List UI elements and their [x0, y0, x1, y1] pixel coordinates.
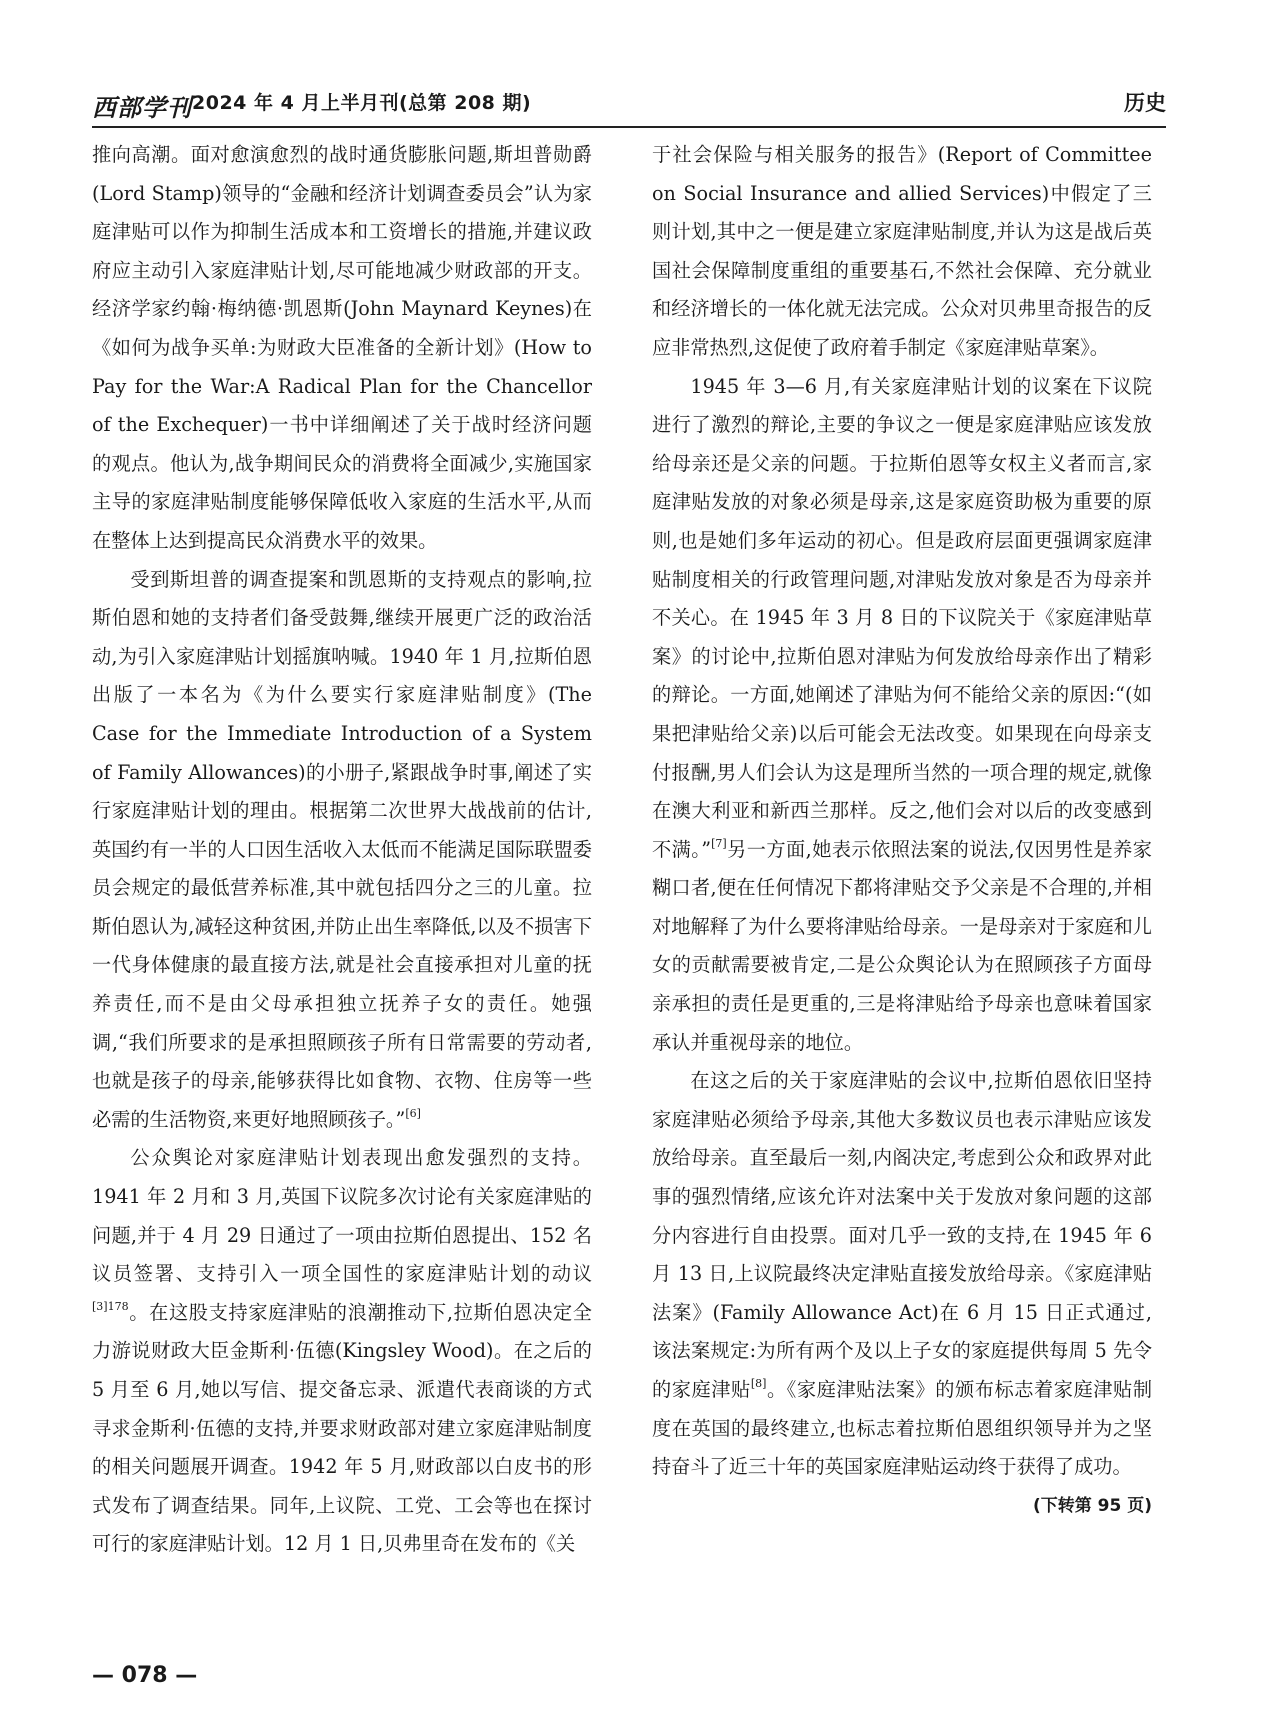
- issue-info: 2024 年 4 月上半月刊(总第 208 期): [192, 92, 532, 114]
- paragraph: 受到斯坦普的调查提案和凯恩斯的支持观点的影响,拉斯伯恩和她的支持者们备受鼓舞,继续开展更广泛的政治活动,为引入家庭津贴计划摇旗呐喊。1940 年 1 月,拉斯伯恩出版了一本名为《为什么要实行家庭津贴制度》(The Case for the Immediate Introduction of a System of Family Allowances)的小册子,紧跟战争时事,阐述了实行家庭津贴计划的理由。根据第二次世界大战战前的估计,英国约有一半的人口因生活收入太低而不能满足国际联盟委员会规定的最低营养标准,其中就包括四分之三的儿童。拉斯伯恩认为,减轻这种贫困,并防止出生率降低,以及不损害下一代身体健康的最直接方法,就是社会直接承担对儿童的抚养责任,而不是由父母承担独立抚养子女的责任。她强调,“我们所要求的是承担照顾孩子所有日常需要的劳动者,也就是孩子的母亲,能够获得比如食物、衣物、住房等一些必需的生活物资,来更好地照顾孩子。”[6]: [92, 567, 592, 1131]
- page-header: [92, 82, 1166, 126]
- paragraph: 于社会保险与相关服务的报告》(Report of Committee on Social Insurance and allied Services)中假定了三则计划,其中之一便是建立家庭津贴制度,并认为这是战后英国社会保障制度重组的重要基石,不然社会保障、充分就业和经济增长的一体化就无法完成。公众对贝弗里奇报告的反应非常热烈,这促使了政府着手制定《家庭津贴草案》。: [652, 143, 1152, 359]
- citation: [8]: [750, 1377, 767, 1391]
- citation: [7]: [711, 836, 727, 850]
- header-rule: [92, 126, 1166, 128]
- continuation-note: (下转第 95 页): [1032, 1495, 1152, 1516]
- paragraph: 推向高潮。面对愈演愈烈的战时通货膨胀问题,斯坦普勋爵(Lord Stamp)领导的“金融和经济计划调查委员会”认为家庭津贴可以作为抑制生活成本和工资增长的措施,并建议政府应主动引入家庭津贴计划,尽可能地减少财政部的开支。经济学家约翰·梅纳德·凯恩斯(John Maynard Keynes)在《如何为战争买单:为财政大臣准备的全新计划》(How to Pay for the War:A Radical Plan for the Chancellor of the Exchequer)一书中详细阐述了关于战时经济问题的观点。他认为,战争期间民众的消费将全面减少,实施国家主导的家庭津贴制度能够保障低收入家庭的生活水平,从而在整体上达到提高民众消费水平的效果。: [92, 143, 592, 552]
- journal-logo: 西部学刊: [92, 93, 192, 122]
- paragraph: 1945 年 3—6 月,有关家庭津贴计划的议案在下议院进行了激烈的辩论,主要的争议之一便是家庭津贴应该发放给母亲还是父亲的问题。于拉斯伯恩等女权主义者而言,家庭津贴发放的对象必须是母亲,这是家庭资助极为重要的原则,也是她们多年运动的初心。但是政府层面更强调家庭津贴制度相关的行政管理问题,对津贴发放对象是否为母亲并不关心。在 1945 年 3 月 8 日的下议院关于《家庭津贴草案》的讨论中,拉斯伯恩对津贴为何发放给母亲作出了精彩的辩论。一方面,她阐述了津贴为何不能给父亲的原因:“(如果把津贴给父亲)以后可能会无法改变。如果现在向母亲支付报酬,男人们会认为这是理所当然的一项合理的规定,就像在澳大利亚和新西兰那样。反之,他们会对以后的改变感到不满。”[7]另一方面,她表示依照法案的说法,仅因男性是养家糊口者,便在任何情况下都将津贴交予父亲是不合理的,并相对地解释了为什么要将津贴给母亲。一是母亲对于家庭和儿女的贡献需要被肯定,二是公众舆论认为在照顾孩子方面母亲承担的责任是更重的,三是将津贴给予母亲也意味着国家承认并重视母亲的地位。: [652, 374, 1152, 1054]
- citation: [3]178: [92, 1300, 129, 1314]
- left-column: [92, 136, 592, 1666]
- paragraph: 在这之后的关于家庭津贴的会议中,拉斯伯恩依旧坚持家庭津贴必须给予母亲,其他大多数议员也表示津贴应该发放给母亲。直至最后一刻,内阁决定,考虑到公众和政界对此事的强烈情绪,应该允许对法案中关于发放对象问题的这部分内容进行自由投票。面对几乎一致的支持,在 1945 年 6 月 13 日,上议院最终决定津贴直接发放给母亲。《家庭津贴法案》(Family Allowance Act)在 6 月 15 日正式通过,该法案规定:为所有两个及以上子女的家庭提供每周 5 先令的家庭津贴[8]。《家庭津贴法案》的颁布标志着家庭津贴制度在英国的最终建立,也标志着拉斯伯恩组织领导并为之坚持奋斗了近三十年的英国家庭津贴运动终于获得了成功。 (下转第 95 页): [652, 1062, 1152, 1487]
- right-column: [652, 136, 1152, 1666]
- section-label: 历史: [1124, 91, 1166, 115]
- citation: [6]: [405, 1107, 421, 1121]
- paragraph: 公众舆论对家庭津贴计划表现出愈发强烈的支持。1941 年 2 月和 3 月,英国下议院多次讨论有关家庭津贴的问题,并于 4 月 29 日通过了一项由拉斯伯恩提出、152 名议员签署、支持引入一项全国性的家庭津贴计划的动议$^{[3]178}$。在这股支持家庭津贴的浪潮推动下,拉斯伯恩决定全力游说财政大臣金斯利·伍德(Kingsley Wood)。在之后的 5 月至 6 月,她以写信、提交备忘录、派遣代表商谈的方式寻求金斯利·伍德的支持,并要求财政部对建立家庭津贴制度的相关问题展开调查。1942 年 5 月,财政部以白皮书的形式发布了调查结果。同年,上议院、工党、工会等也在探讨可行的家庭津贴计划。12 月 1 日,贝弗里奇在发布的《关: [92, 1146, 592, 1556]
- page-number: — 078 —: [92, 1663, 198, 1688]
